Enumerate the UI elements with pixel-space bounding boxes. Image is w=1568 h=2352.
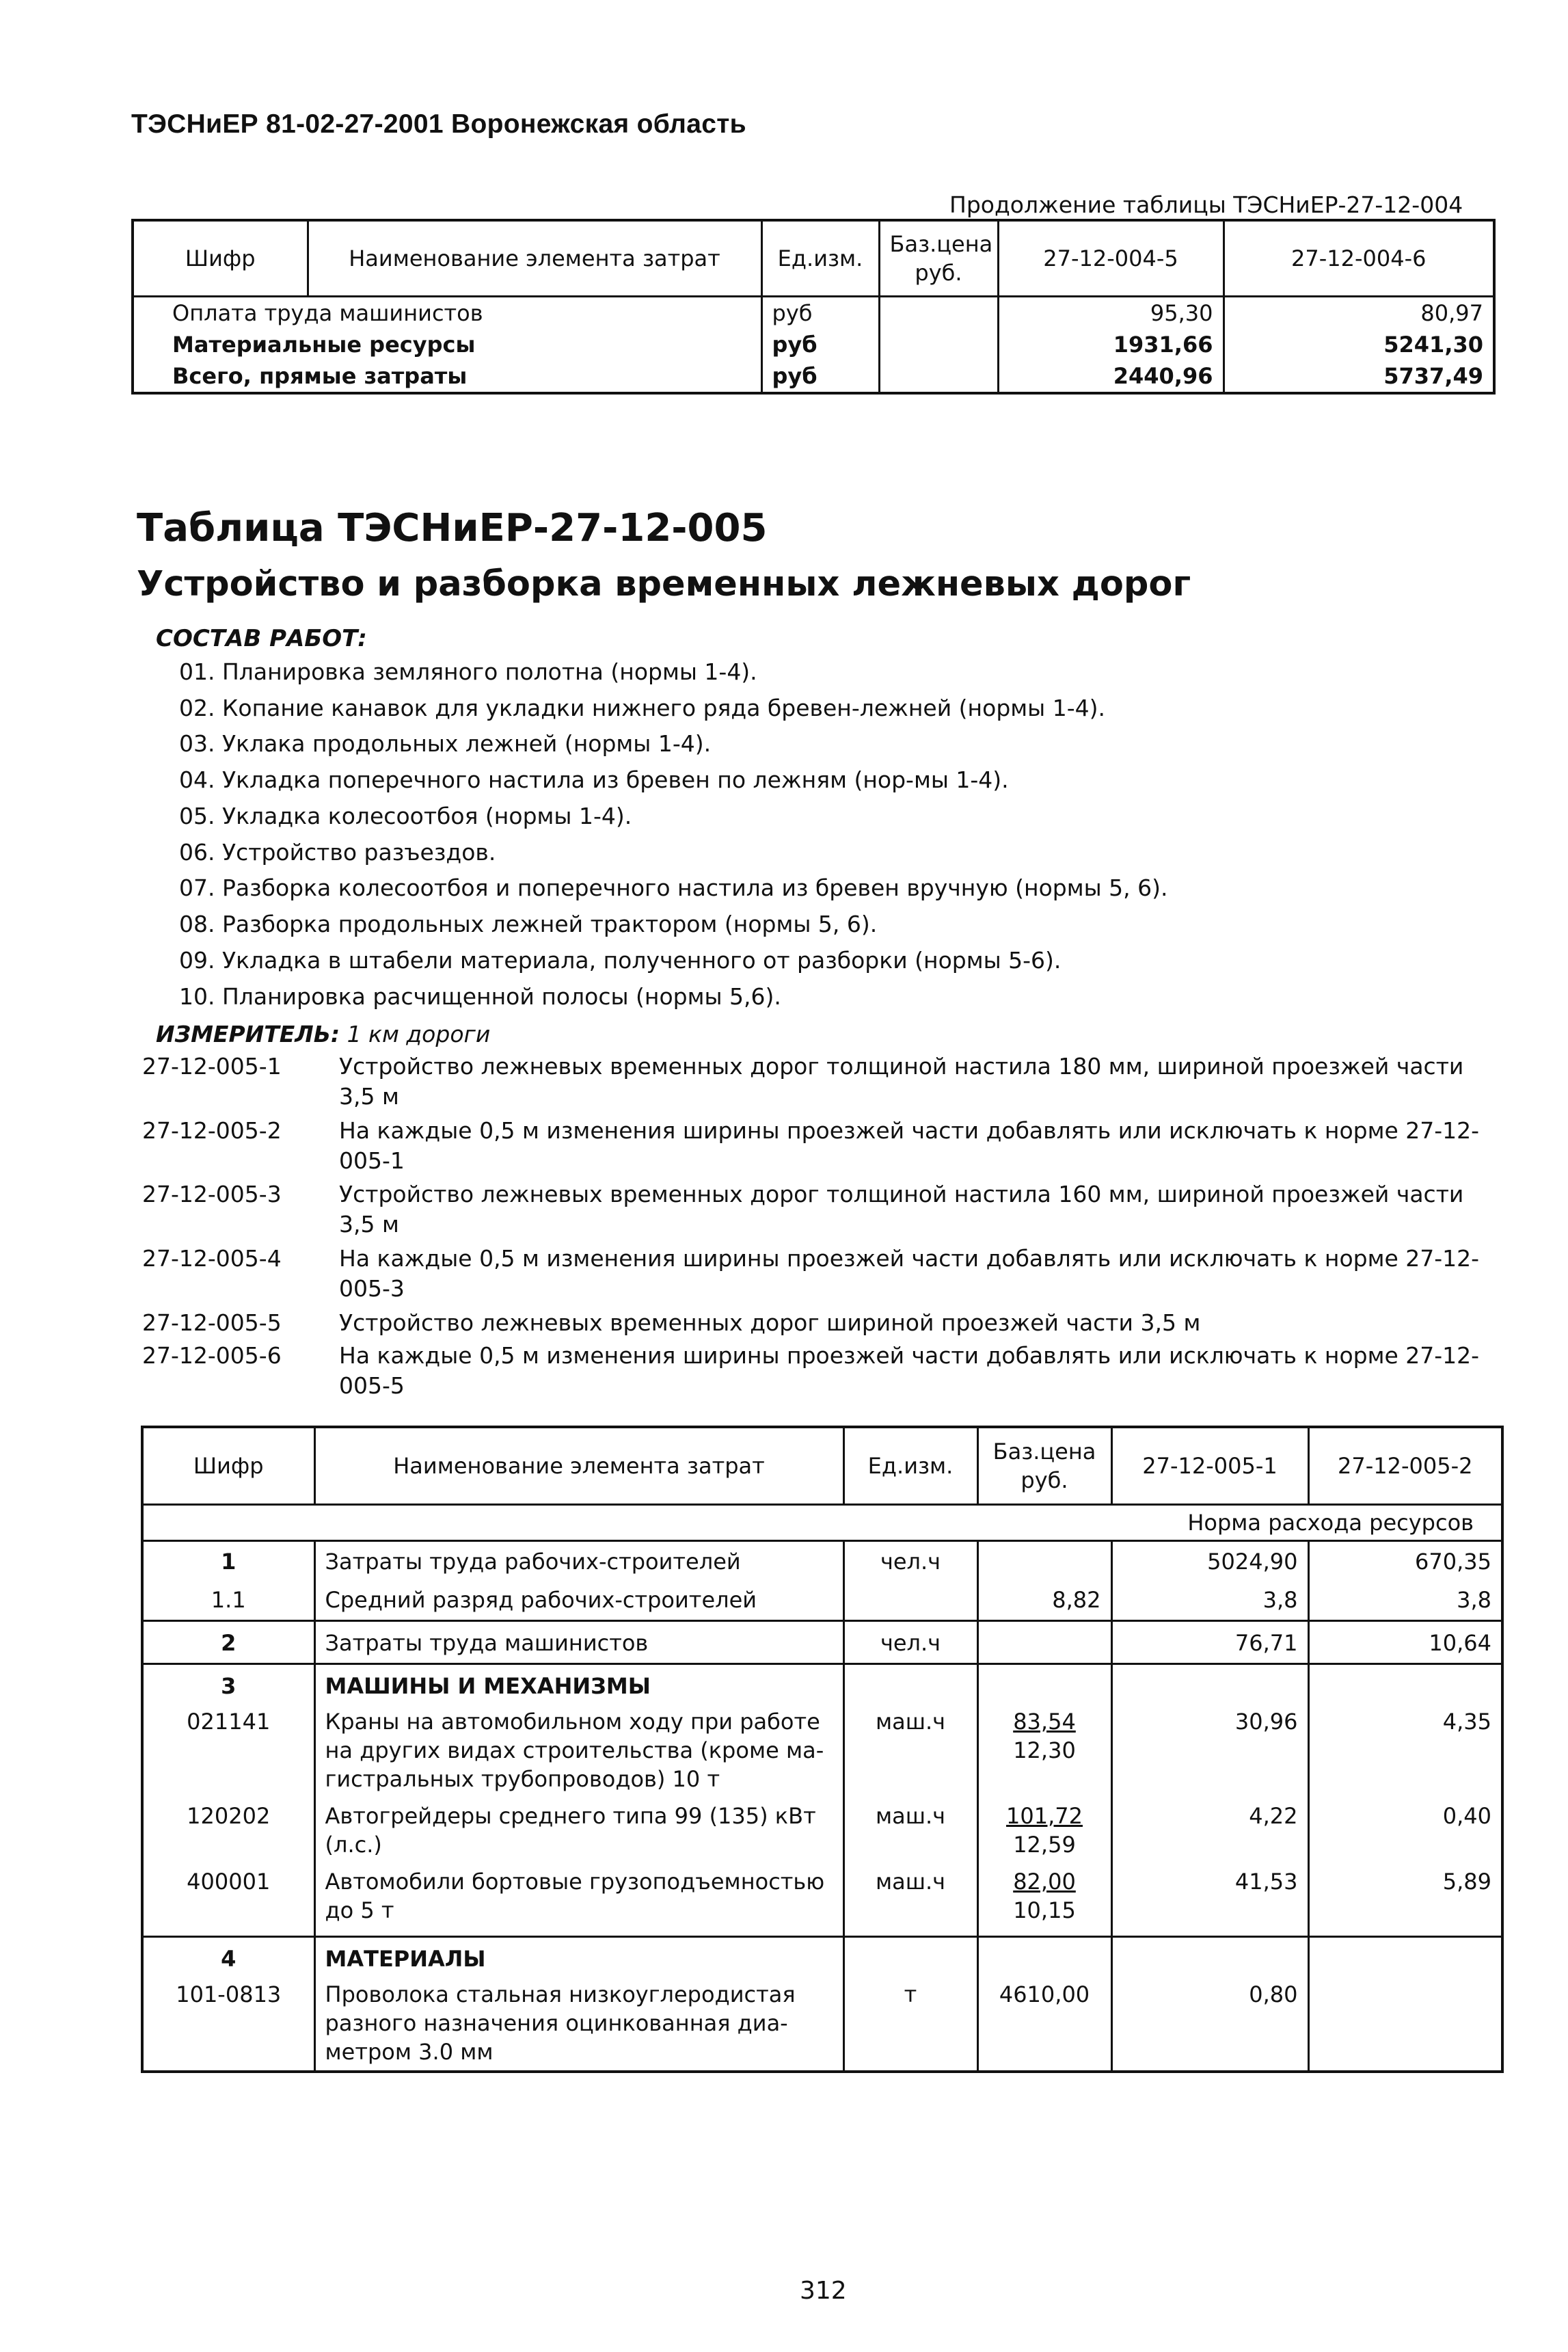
measure-label: ИЗМЕРИТЕЛЬ:	[156, 1021, 340, 1047]
header-code: Шифр	[142, 1427, 314, 1505]
operation-item: 10. Планировка расчищенной полосы (нормы 5,6).	[179, 983, 781, 1010]
row-price	[879, 329, 998, 360]
table-row	[133, 297, 1494, 330]
table-row	[133, 360, 1494, 393]
header-base-price: Баз.цена руб.	[977, 1427, 1111, 1505]
row-value-1: 1931,66	[998, 329, 1224, 360]
row-code: 120202	[142, 1802, 314, 1867]
row-name: Краны на автомобильном ходу при работе на других видах строительства (кроме ма-гистральных трубопроводов) 10 т	[314, 1705, 843, 1802]
operation-item: 03. Уклака продольных лежней (нормы 1-4).	[179, 730, 712, 757]
row-price	[879, 297, 998, 330]
table-row	[142, 1977, 1502, 2072]
work-composition-label: СОСТАВ РАБОТ:	[156, 625, 367, 652]
continuation-note: Продолжение таблицы ТЭСНиЕР-27-12-004	[949, 191, 1463, 218]
row-value-2: 80,97	[1420, 300, 1483, 326]
row-value-1: 5024,90	[1111, 1541, 1308, 1577]
norm-code: 27-12-005-6	[142, 1342, 282, 1369]
row-unit: руб	[761, 297, 879, 330]
norm-description: Устройство лежневых временных дорог толщиной настила 160 мм, шириной проезжей части 3,5 м	[339, 1181, 1464, 1238]
header-col2: 27-12-004-6	[1224, 220, 1494, 297]
table-row	[142, 1705, 1502, 1802]
row-value-1	[1111, 1937, 1308, 1978]
price-base: 101,72	[1006, 1803, 1083, 1829]
row-unit: чел.ч	[843, 1621, 977, 1664]
table-row	[142, 1541, 1502, 1577]
header-col1: 27-12-005-1	[1111, 1427, 1308, 1505]
row-name: Материальные ресурсы	[133, 329, 761, 360]
operation-item: 04. Укладка поперечного настила из бревен по лежням (нор-мы 1-4).	[179, 766, 1009, 793]
norm-code: 27-12-005-5	[142, 1309, 282, 1336]
row-code: 400001	[142, 1867, 314, 1937]
row-price	[977, 1937, 1111, 1978]
norm-code: 27-12-005-2	[142, 1117, 282, 1144]
table-header-row	[133, 220, 1494, 297]
document-header: ТЭСНиЕР 81-02-27-2001 Воронежская область	[131, 109, 746, 139]
row-value-2: 670,35	[1415, 1549, 1491, 1575]
row-value-1: 2440,96	[998, 360, 1224, 393]
norm-description: Устройство лежневых временных дорог толщиной настила 180 мм, шириной проезжей части 3,5 м	[339, 1053, 1464, 1110]
table-row	[142, 1621, 1502, 1664]
row-value-1: 3,8	[1111, 1576, 1308, 1621]
row-price: 8,82	[977, 1576, 1111, 1621]
norm-code: 27-12-005-3	[142, 1181, 282, 1207]
row-name: Проволока стальная низкоуглеродистая разного назначения оцинкованная диа-метром 3.0 мм	[314, 1977, 843, 2072]
table-row	[142, 1802, 1502, 1867]
operation-item: 08. Разборка продольных лежней трактором (нормы 5, 6).	[179, 911, 878, 937]
row-price	[977, 1664, 1111, 1705]
row-price: 4610,00	[977, 1977, 1111, 2072]
row-code: 1	[142, 1541, 314, 1577]
row-value-2: 5737,49	[1383, 363, 1483, 389]
norm-description: Устройство лежневых временных дорог шириной проезжей части 3,5 м	[339, 1309, 1201, 1336]
row-unit	[843, 1664, 977, 1705]
table-row	[133, 329, 1494, 360]
operation-item: 05. Укладка колесоотбоя (нормы 1-4).	[179, 803, 632, 829]
table-row	[142, 1576, 1502, 1621]
row-unit: руб	[761, 360, 879, 393]
row-name: Средний разряд рабочих-строителей	[314, 1576, 843, 1621]
row-price	[977, 1705, 1111, 1802]
row-value-1: 76,71	[1111, 1621, 1308, 1664]
continuation-table	[131, 219, 1496, 395]
price-labor: 12,30	[1013, 1737, 1076, 1763]
row-value-2: 0,40	[1442, 1803, 1491, 1829]
table-row	[142, 1867, 1502, 1937]
row-price	[977, 1621, 1111, 1664]
header-base-price: Баз.цена руб.	[879, 220, 998, 297]
row-name: Оплата труда машинистов	[133, 297, 761, 330]
row-value-1: 95,30	[998, 297, 1224, 330]
row-value-2: 4,35	[1442, 1709, 1491, 1735]
row-value-1: 41,53	[1111, 1867, 1308, 1937]
norm-code: 27-12-005-4	[142, 1245, 282, 1272]
row-value-2: 5241,30	[1383, 332, 1483, 358]
row-code: 3	[142, 1664, 314, 1705]
row-value-1	[1111, 1664, 1308, 1705]
header-col2: 27-12-005-2	[1308, 1427, 1502, 1505]
row-price	[977, 1541, 1111, 1577]
row-unit: руб	[761, 329, 879, 360]
table-title: Таблица ТЭСНиЕР-27-12-005	[137, 506, 768, 550]
row-name: Автогрейдеры среднего типа 99 (135) кВт (л.с.)	[314, 1802, 843, 1867]
operation-item: 02. Копание канавок для укладки нижнего ряда бревен-лежней (нормы 1-4).	[179, 695, 1105, 721]
row-value-2	[1308, 1664, 1502, 1705]
header-name: Наименование элемента затрат	[308, 220, 761, 297]
norm-caption-row	[142, 1505, 1502, 1541]
price-base: 83,54	[1013, 1709, 1076, 1735]
header-code: Шифр	[133, 220, 308, 297]
row-name: Затраты труда машинистов	[314, 1621, 843, 1664]
norm-description: На каждые 0,5 м изменения ширины проезжей части добавлять или исключать к норме 27-12-005-1	[339, 1117, 1480, 1174]
norm-description: На каждые 0,5 м изменения ширины проезжей части добавлять или исключать к норме 27-12-005-5	[339, 1342, 1480, 1399]
operation-item: 01. Планировка земляного полотна (нормы 1-4).	[179, 658, 757, 685]
table-subtitle: Устройство и разборка временных лежневых дорог	[137, 564, 1191, 604]
row-name: Всего, прямые затраты	[133, 360, 761, 393]
row-unit: чел.ч	[843, 1541, 977, 1577]
row-unit: маш.ч	[843, 1705, 977, 1802]
row-name: Автомобили бортовые грузоподъемностью до 5 т	[314, 1867, 843, 1937]
row-code: 101-0813	[142, 1977, 314, 2072]
norm-code: 27-12-005-1	[142, 1053, 282, 1080]
price-labor: 12,59	[1013, 1832, 1076, 1858]
operation-item: 09. Укладка в штабели материала, полученного от разборки (нормы 5-6).	[179, 947, 1062, 974]
row-value-1: 0,80	[1111, 1977, 1308, 2072]
header-col1: 27-12-004-5	[998, 220, 1224, 297]
row-unit	[843, 1937, 977, 1978]
header-unit: Ед.изм.	[843, 1427, 977, 1505]
measure-line	[156, 1021, 490, 1047]
row-value-2	[1308, 1937, 1502, 1978]
row-value-2: 10,64	[1308, 1621, 1502, 1664]
norm-description: На каждые 0,5 м изменения ширины проезжей части добавлять или исключать к норме 27-12-005-3	[339, 1245, 1480, 1302]
table-row	[142, 1664, 1502, 1705]
resource-table	[141, 1426, 1504, 2073]
row-value-1: 30,96	[1111, 1705, 1308, 1802]
row-name: МАТЕРИАЛЫ	[314, 1937, 843, 1978]
row-price	[977, 1802, 1111, 1867]
header-name: Наименование элемента затрат	[314, 1427, 843, 1505]
price-base: 82,00	[1013, 1869, 1076, 1895]
row-value-1: 4,22	[1111, 1802, 1308, 1867]
row-unit: т	[843, 1977, 977, 2072]
page-number: 312	[800, 2277, 847, 2305]
row-unit: маш.ч	[843, 1867, 977, 1937]
row-value-2	[1308, 1977, 1502, 2072]
header-unit: Ед.изм.	[761, 220, 879, 297]
operation-item: 07. Разборка колесоотбоя и поперечного настила из бревен вручную (нормы 5, 6).	[179, 874, 1168, 901]
row-code: 4	[142, 1937, 314, 1978]
row-name: Затраты труда рабочих-строителей	[314, 1541, 843, 1577]
operation-item: 06. Устройство разъездов.	[179, 839, 496, 866]
table-row	[142, 1937, 1502, 1978]
row-price	[879, 360, 998, 393]
row-value-2: 3,8	[1457, 1587, 1491, 1613]
row-price	[977, 1867, 1111, 1937]
row-code: 021141	[142, 1705, 314, 1802]
price-labor: 10,15	[1013, 1897, 1076, 1923]
norm-caption: Норма расхода ресурсов	[142, 1505, 1502, 1541]
row-name: МАШИНЫ И МЕХАНИЗМЫ	[314, 1664, 843, 1705]
row-code: 2	[142, 1621, 314, 1664]
table-header-row	[142, 1427, 1502, 1505]
measure-value: 1 км дороги	[347, 1021, 491, 1047]
row-unit: маш.ч	[843, 1802, 977, 1867]
row-code: 1.1	[142, 1576, 314, 1621]
row-unit	[843, 1576, 977, 1621]
row-value-2: 5,89	[1442, 1869, 1491, 1895]
